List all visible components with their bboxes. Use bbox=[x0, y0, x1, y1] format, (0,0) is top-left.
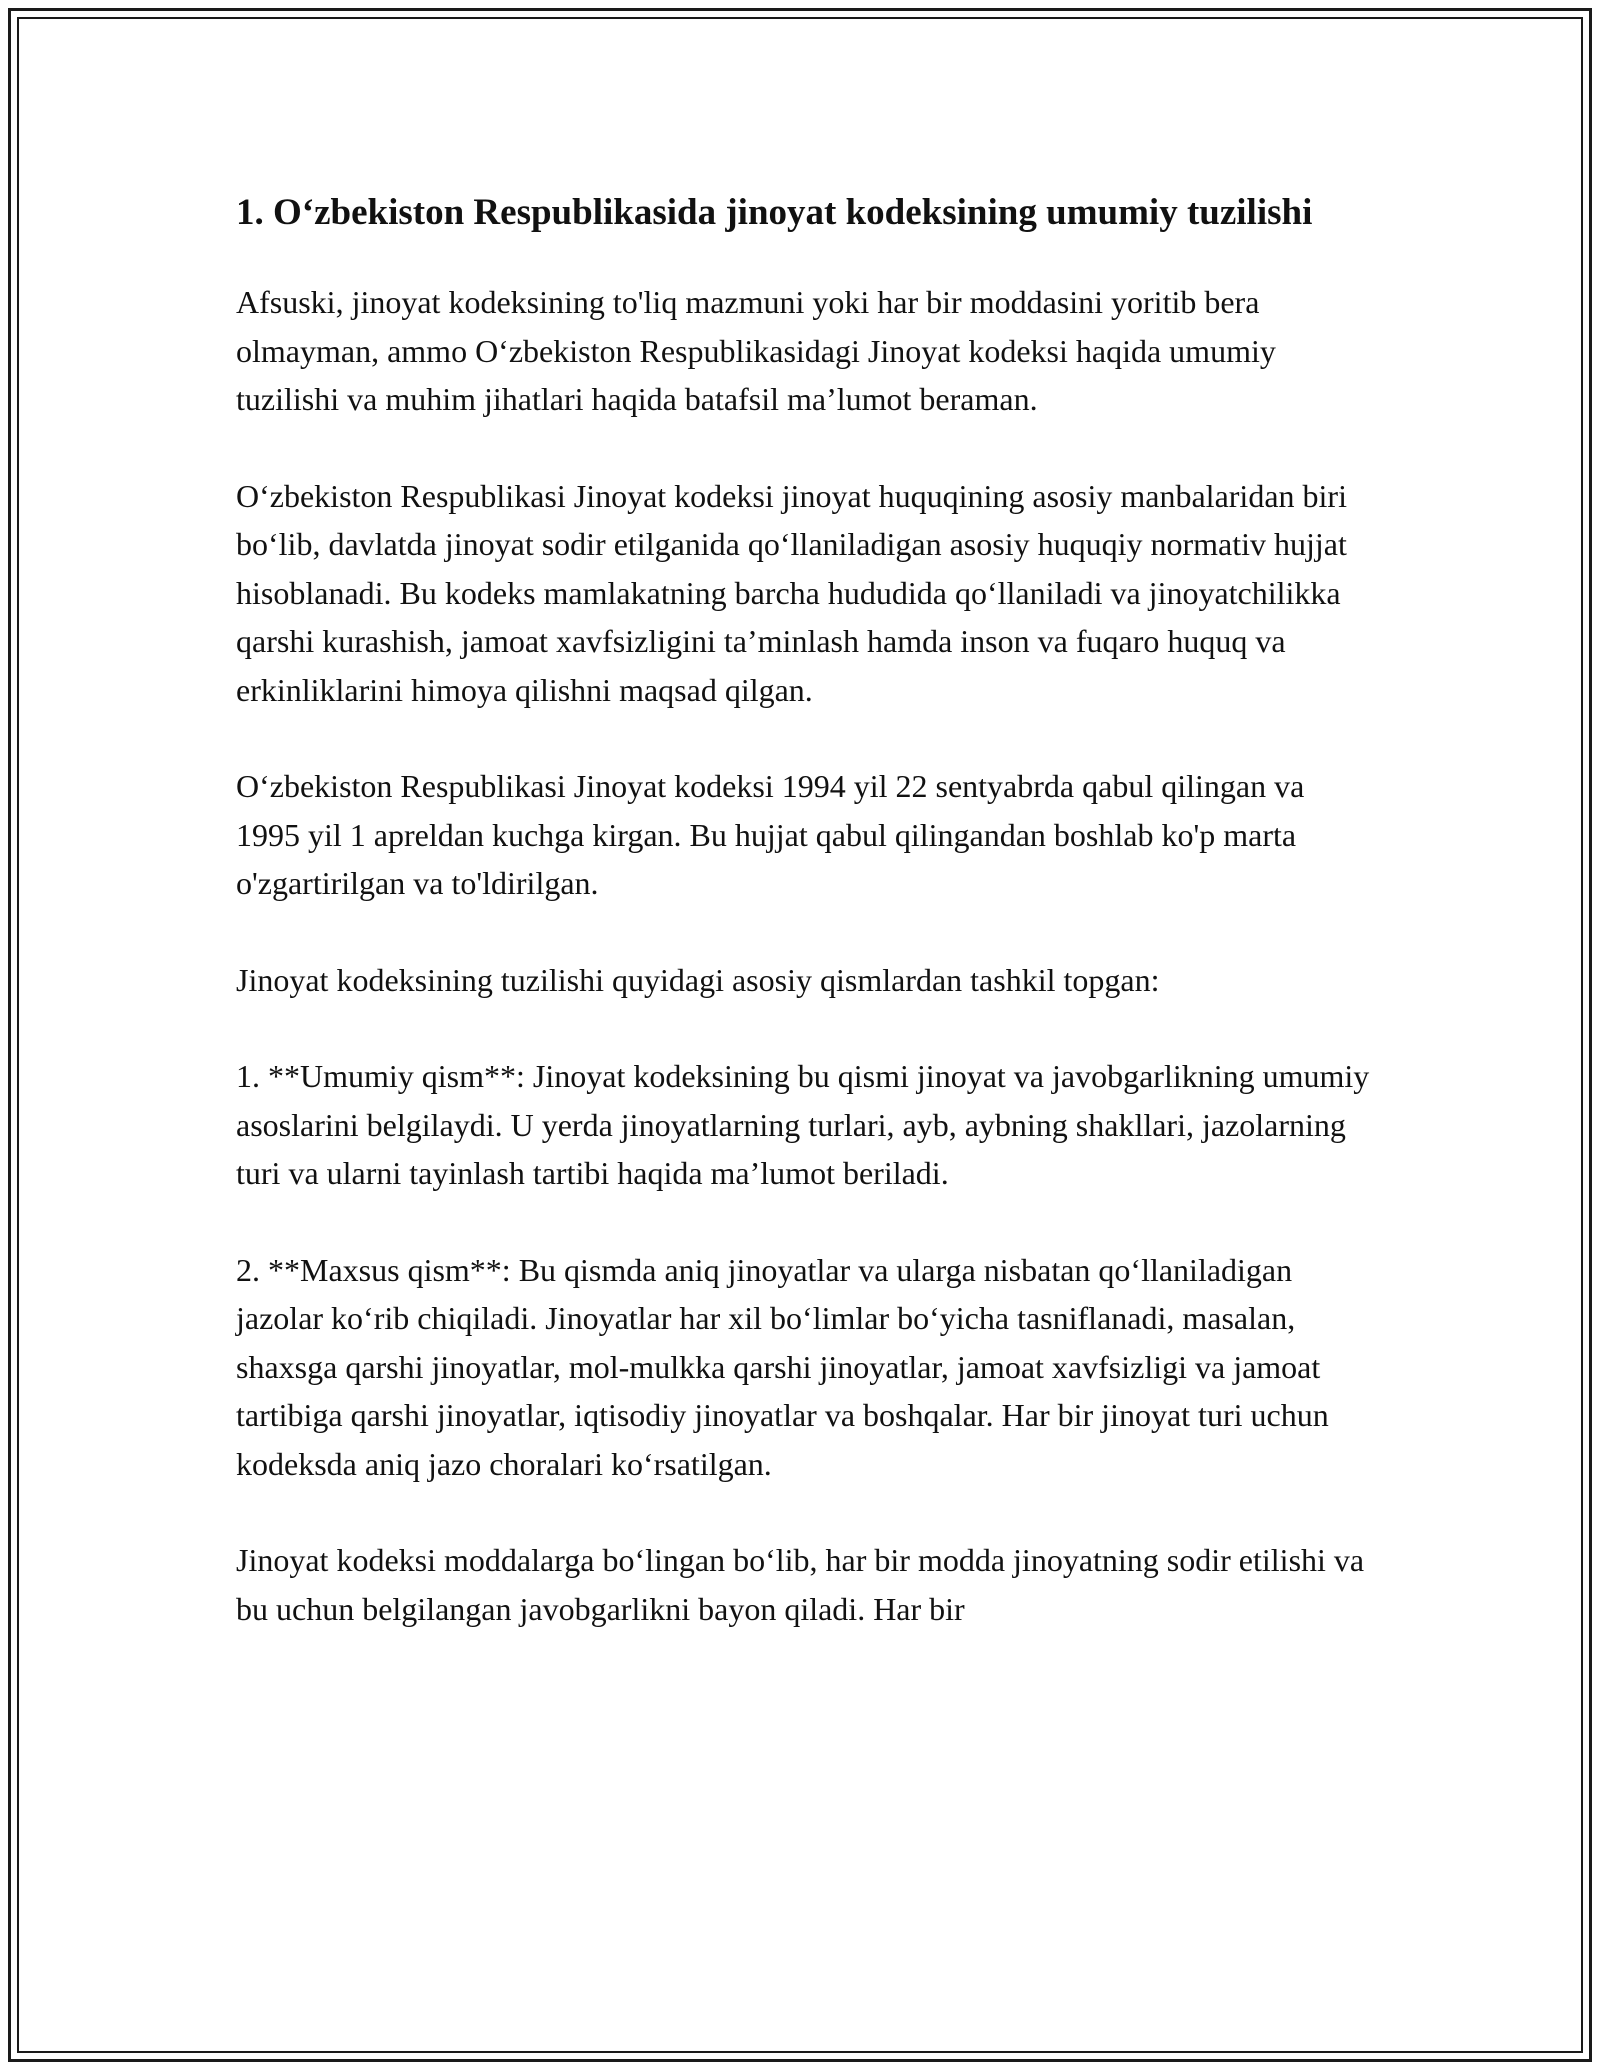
list-item-special-part: 2. **Maxsus qism**: Bu qismda aniq jinoyatlar va ularga nisbatan qo‘llaniladigan jazolar ko‘rib chiqiladi. Jinoyatlar har xil bo‘limlar bo‘yicha tasniflanadi, masalan, shaxsga qarshi jinoyatlar, mol-mulkka qarshi jinoyatlar, jamoat xavfsizligi va jamoat tartibiga qarshi jinoyatlar, iqtisodiy jinoyatlar va boshqalar. Har bir jinoyat turi uchun kodeksda aniq jazo choralari ko‘rsatilgan. bbox=[236, 1251, 1329, 1482]
paragraph-overview: O‘zbekiston Respublikasi Jinoyat kodeksi jinoyat huquqining asosiy manbalaridan biri bo‘lib, davlatda jinoyat sodir etilganida qo‘llaniladigan asosiy huquqiy normativ hujjat hisoblanadi. Bu kodeks mamlakatning barcha hududida qo‘llaniladi va jinoyatchilikka qarshi kurashish, jamoat xavfsizligini ta’minlash hamda inson va fuqaro huquq va erkinliklarini himoya qilishni maqsad qilgan. bbox=[236, 477, 1347, 708]
document-page bbox=[236, 186, 1376, 1681]
document-title: 1. O‘zbekiston Respublikasida jinoyat kodeksining umumiy tuzilishi bbox=[236, 192, 1313, 233]
paragraph-structure-intro: Jinoyat kodeksining tuzilishi quyidagi asosiy qismlardan tashkil topgan: bbox=[236, 961, 1160, 998]
list-item-general-part: 1. **Umumiy qism**: Jinoyat kodeksining bu qismi jinoyat va javobgarlikning umumiy asoslarini belgilaydi. U yerda jinoyatlarning turlari, ayb, aybning shakllari, jazolarning turi va ularni tayinlash tartibi haqida ma’lumot beriladi. bbox=[236, 1058, 1370, 1191]
paragraph-history: O‘zbekiston Respublikasi Jinoyat kodeksi 1994 yil 22 sentyabrda qabul qilingan va 1995 yil 1 apreldan kuchga kirgan. Bu hujjat qabul qilingandan boshlab ko'p marta o'zgartirilgan va to'ldirilgan. bbox=[236, 768, 1305, 901]
paragraph-articles: Jinoyat kodeksi moddalarga bo‘lingan bo‘lib, har bir modda jinoyatning sodir etilishi va bu uchun belgilangan javobgarlikni bayon qiladi. Har bir bbox=[236, 1542, 1365, 1627]
paragraph-intro: Afsuski, jinoyat kodeksining to'liq mazmuni yoki har bir moddasini yoritib bera olmayman, ammo O‘zbekiston Respublikasidagi Jinoyat kodeksi haqida umumiy tuzilishi va muhim jihatlari haqida batafsil ma’lumot beraman. bbox=[236, 284, 1276, 417]
